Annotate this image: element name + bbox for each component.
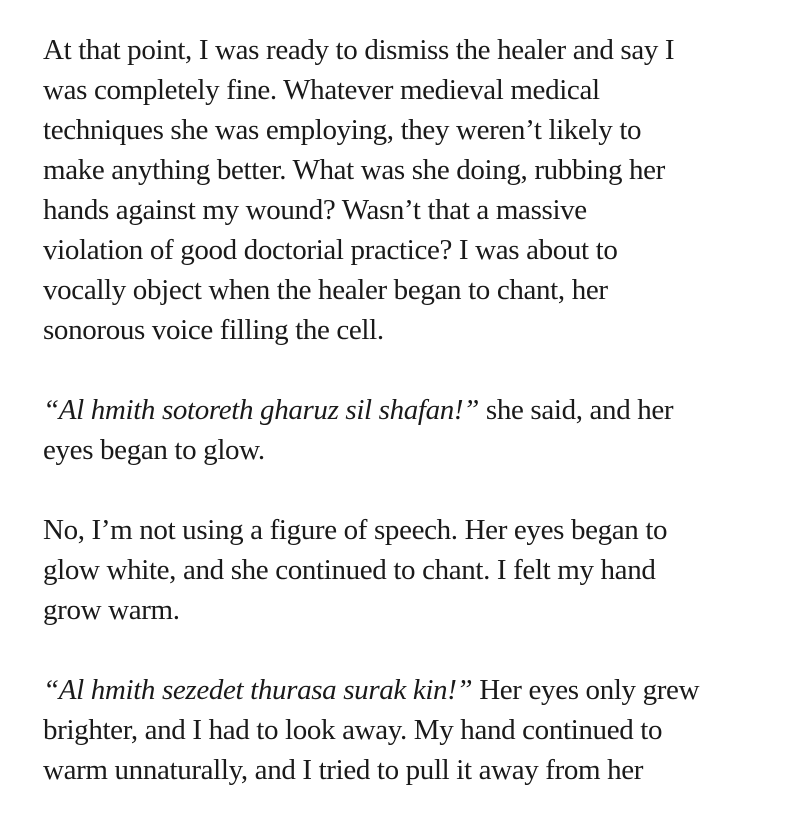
text-line: sonorous voice filling the cell. — [43, 314, 384, 346]
text-line: brighter, and I had to look away. My hand continued to — [43, 714, 663, 746]
chant-text: “Al hmith sezedet thurasa surak kin!” — [43, 674, 473, 706]
chant-text: “Al hmith sotoreth gharuz sil shafan!” — [43, 394, 479, 426]
paragraph-figure-of-speech — [43, 510, 763, 630]
text-line: techniques she was employing, they weren’t likely to — [43, 114, 642, 146]
text-line: warm unnaturally, and I tried to pull it away from her — [43, 754, 644, 786]
text-line: grow warm. — [43, 594, 180, 626]
paragraph-dismiss-healer — [43, 30, 763, 350]
text-line: At that point, I was ready to dismiss the healer and say I — [43, 34, 675, 66]
text-line: eyes began to glow. — [43, 434, 265, 466]
text-line: she said, and her — [479, 394, 674, 426]
text-line: Her eyes only grew — [472, 674, 700, 706]
text-line: hands against my wound? Wasn’t that a massive — [43, 194, 587, 226]
paragraph-first-chant — [43, 390, 763, 470]
text-line: make anything better. What was she doing, rubbing her — [43, 154, 665, 186]
text-line: No, I’m not using a figure of speech. Her eyes began to — [43, 514, 668, 546]
paragraph-second-chant — [43, 670, 763, 790]
story-text — [43, 30, 763, 830]
text-line: glow white, and she continued to chant. I felt my hand — [43, 554, 656, 586]
text-line: was completely fine. Whatever medieval medical — [43, 74, 600, 106]
text-line: vocally object when the healer began to chant, her — [43, 274, 608, 306]
text-line: violation of good doctorial practice? I was about to — [43, 234, 618, 266]
